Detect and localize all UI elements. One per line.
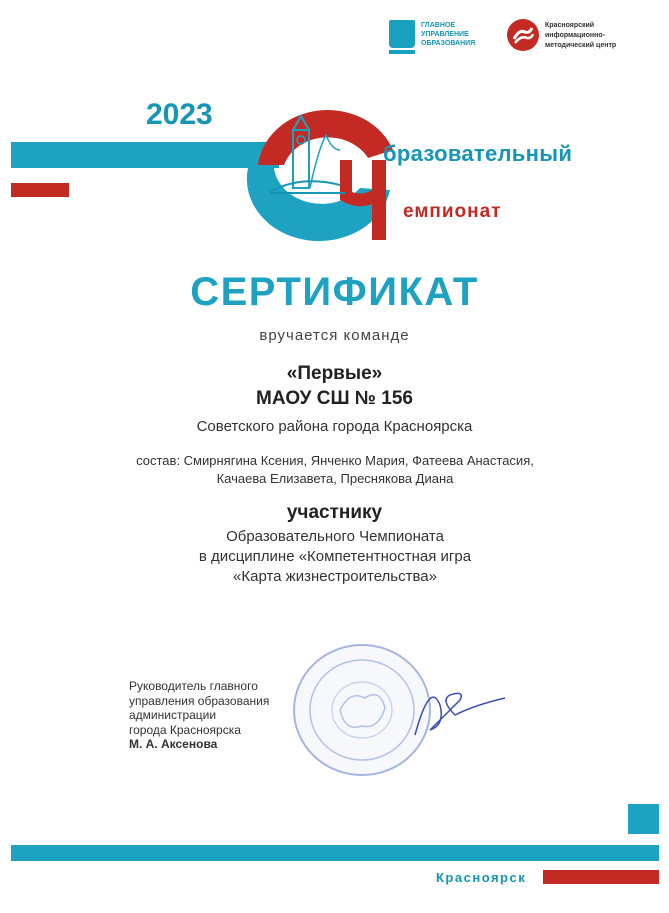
certificate-subtitle: вручается команде xyxy=(259,327,410,344)
discipline-description xyxy=(80,527,590,587)
signer-title-line-3: администрации xyxy=(129,708,217,722)
event-word-chempionat: емпионат xyxy=(403,201,502,222)
signer-title-line-2: управления образования xyxy=(129,693,270,708)
school-name: МАОУ СШ № 156 xyxy=(256,388,413,409)
team-members-line-1: состав: Смирнягина Ксения, Янченко Мария, Фатеева Анастасия, xyxy=(136,453,534,468)
signer-block xyxy=(129,679,309,752)
team-members-line-2: Качаева Елизавета, Преснякова Диана xyxy=(216,471,454,486)
footer-stripes xyxy=(0,800,669,913)
signer-title-line-4: города Красноярска xyxy=(129,722,241,737)
championship-emblem xyxy=(0,0,669,260)
description-line-2: в дисциплине «Компетентностная игра xyxy=(198,548,472,565)
school-district: Советского района города Красноярска xyxy=(196,418,473,435)
signer-title-line-1: Руководитель главного xyxy=(129,679,258,693)
methodical-center-text: Красноярский информационно-методический центр xyxy=(545,22,617,49)
education-department-text: ГЛАВНОЕ УПРАВЛЕНИЕ ОБРАЗОВАНИЯ xyxy=(421,22,476,47)
red-stripe xyxy=(11,183,69,197)
event-year: 2023 xyxy=(146,98,213,131)
description-line-1: Образовательного Чемпионата xyxy=(226,528,444,545)
certificate-title: СЕРТИФИКАТ xyxy=(190,270,479,314)
teal-stripe xyxy=(11,142,279,168)
event-word-obrazovatelny: бразовательный xyxy=(383,141,573,166)
description-line-3: «Карта жизнестроительства» xyxy=(233,568,437,585)
official-seal-icon xyxy=(290,640,520,790)
footer-city: Красноярск xyxy=(436,870,527,885)
participant-role: участнику xyxy=(286,502,383,523)
team-members xyxy=(80,452,590,488)
signer-name: М. А. Аксенова xyxy=(129,737,218,751)
team-name: «Первые» xyxy=(286,363,383,384)
